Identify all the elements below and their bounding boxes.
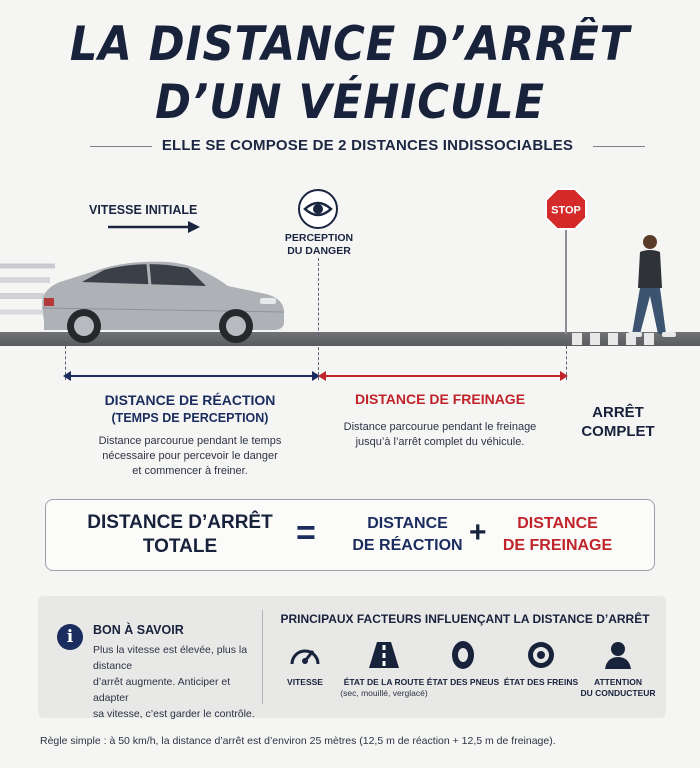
vitesse-initiale-label: VITESSE INITIALE [89,203,198,217]
subtitle-row [100,135,635,159]
arret-complet-label: ARRÊT COMPLET [581,404,655,440]
reaction-description: Distance parcourue pendant le temps nécessaire pour percevoir le danger et commencer à freiner. [98,435,282,477]
plus-sign: + [469,516,487,549]
reaction-arrow [63,371,320,381]
stop-pole [565,228,567,334]
perception-marker-line [318,258,319,380]
car-illustration [38,252,288,346]
info-icon: i [57,624,83,650]
factor-attention-conducteur: ATTENTION DU CONDUCTEUR [568,640,668,699]
subtitle: ELLE SE COMPOSE DE 2 DISTANCES INDISSOCIABLES [161,137,574,154]
braking-arrow [318,371,568,381]
braking-title: DISTANCE DE FREINAGE [354,391,526,407]
rule-text: Règle simple : à 50 km/h, la distance d’arrêt est d’environ 25 mètres (12,5 m de réaction + 12,5 m de freinage). [40,735,556,747]
factor-etat-pneus: ÉTAT DES PNEUS [413,640,513,688]
bon-a-savoir-title: BON À SAVOIR [93,623,184,637]
factor-vitesse: VITESSE [255,640,355,688]
factor-etat-route: ÉTAT DE LA ROUTE (sec, mouillé, verglacé) [334,640,434,699]
brake-icon [524,640,558,670]
pedestrian-illustration [622,232,682,344]
speedometer-icon [288,640,322,670]
page-title-line2: D’UN VÉHICULE [155,75,545,130]
total-distance-label: DISTANCE D’ARRÊT TOTALE [87,512,273,557]
driver-icon [601,640,635,670]
road-icon [367,640,401,670]
arrow-right-icon [108,221,200,233]
eye-icon [298,189,338,229]
bon-a-savoir-text: Plus la vitesse est élevée, plus la distance d’arrêt augmente. Anticiper et adapter sa vitesse, c’est garder le contrôle. [93,644,255,720]
factor-etat-freins: ÉTAT DES FREINS [491,640,591,688]
factors-title: PRINCIPAUX FACTEURS INFLUENÇANT LA DISTANCE D’ARRÊT [280,612,650,626]
perception-danger-label: PERCEPTION DU DANGER [284,232,354,257]
equals-sign: = [296,514,316,552]
equation-reaction-term: DISTANCE DE RÉACTION [352,515,463,554]
braking-description: Distance parcourue pendant le freinage jusqu’à l’arrêt complet du véhicule. [343,421,537,448]
equation-braking-term: DISTANCE DE FREINAGE [502,515,613,554]
stop-text: STOP [551,204,581,217]
reaction-title: DISTANCE DE RÉACTION (TEMPS DE PERCEPTION) [104,392,276,425]
page-title-line1: LA DISTANCE D’ARRÊT [69,17,631,72]
tire-icon [446,640,480,670]
stop-sign-icon [545,188,587,230]
